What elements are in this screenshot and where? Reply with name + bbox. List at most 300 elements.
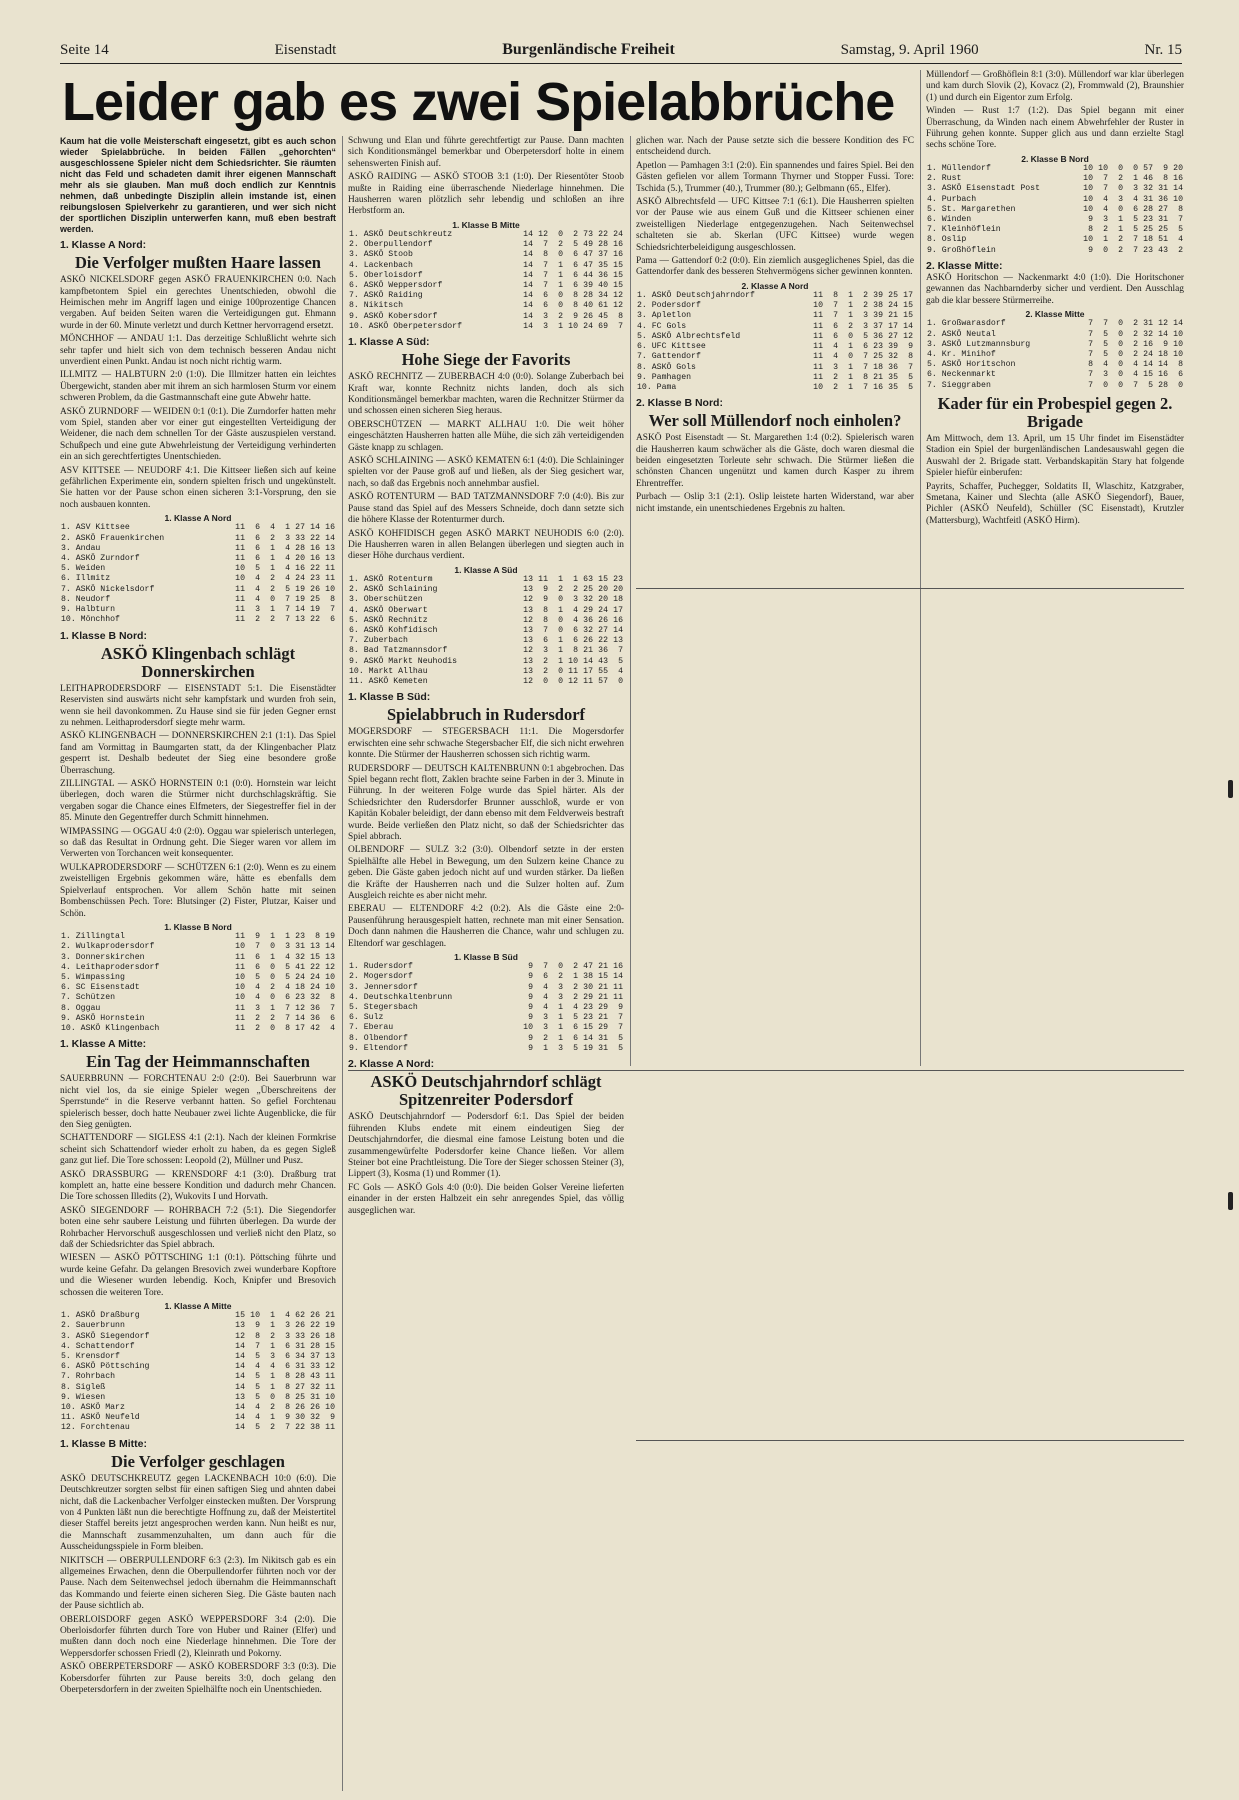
- table-caption: 1. Klasse A Mitte: [164, 1301, 232, 1311]
- stat-cell: 13: [523, 636, 533, 646]
- stat-cell: 4: [285, 952, 290, 962]
- table-row: [348, 575, 624, 585]
- stat-cell: 31: [1158, 184, 1168, 194]
- stat-cell: 4: [255, 1362, 260, 1372]
- stat-cell: 26: [310, 1331, 320, 1341]
- stat-cell: 36: [583, 615, 593, 625]
- team-cell: 10. Mönchhof: [61, 615, 120, 625]
- stat-cell: 6: [543, 301, 548, 311]
- stat-cell: 7: [285, 1003, 290, 1013]
- stat-cell: 26: [295, 1403, 305, 1413]
- stat-cell: 7: [255, 1341, 260, 1351]
- stat-cell: 0: [1118, 329, 1123, 339]
- stat-cell: 6: [255, 554, 260, 564]
- stat-cell: 4: [833, 352, 838, 362]
- stat-cell: 5: [573, 1043, 578, 1053]
- stat-cell: 5: [908, 372, 913, 382]
- stat-cell: 16: [1173, 174, 1183, 184]
- stat-cell: 10: [1083, 164, 1093, 174]
- stat-cell: 22: [295, 1423, 305, 1433]
- stat-cell: 13: [613, 636, 623, 646]
- stat-cell: 36: [310, 1003, 320, 1013]
- stat-cell: 18: [873, 362, 883, 372]
- stat-cell: 51: [1158, 235, 1168, 245]
- stat-cell: 0: [1118, 370, 1123, 380]
- table-row: [60, 1383, 336, 1393]
- stat-cell: 19: [295, 594, 305, 604]
- table-row: [60, 564, 336, 574]
- stat-cell: 10: [325, 584, 335, 594]
- stat-cell: 0: [1118, 380, 1123, 390]
- table-row: [926, 340, 1184, 350]
- stat-cell: 31: [598, 1033, 608, 1043]
- stat-cell: 24: [598, 605, 608, 615]
- stat-cell: 69: [598, 321, 608, 331]
- stat-cell: 7: [618, 321, 623, 331]
- table-row: [60, 1372, 336, 1382]
- stat-cell: 42: [310, 1023, 320, 1033]
- stat-cell: 14: [523, 311, 533, 321]
- stat-cell: 36: [873, 331, 883, 341]
- stat-cell: 24: [310, 972, 320, 982]
- stat-cell: 5: [618, 656, 623, 666]
- team-cell: 5. ASKÖ Horitschon: [927, 360, 1016, 370]
- stat-cell: 5: [863, 331, 868, 341]
- stat-cell: 4: [255, 993, 260, 1003]
- stat-cell: 8: [285, 1403, 290, 1413]
- stat-cell: 11: [813, 321, 823, 331]
- stat-cell: 6: [255, 962, 260, 972]
- stat-cell: 2: [1133, 339, 1138, 349]
- stat-cell: 0: [558, 595, 563, 605]
- stat-cell: 5: [285, 972, 290, 982]
- stat-cell: 0: [270, 1023, 275, 1033]
- stat-cell: 2: [1118, 235, 1123, 245]
- stat-cell: 21: [873, 372, 883, 382]
- stat-cell: 16: [613, 615, 623, 625]
- stat-cell: 31: [295, 942, 305, 952]
- stat-cell: 15: [583, 1023, 593, 1033]
- stat-cell: 0: [1118, 349, 1123, 359]
- article-paragraph: ASKÖ Albrechtsfeld — UFC Kittsee 7:1 (6:1). Die Hausherren spielten vor der Pause wie aus einem Guß und die Kittseer schienen einer zweistelligen Niederlage entgegenzugehen. Nach Seitenwechsel schalteten sie ab. Skerlan (UFC Kittsee) wurde wegen Schiedsrichterbeleidigung ausgeschlossen.: [636, 197, 914, 253]
- stat-cell: 10: [1083, 235, 1093, 245]
- stat-cell: 8: [330, 993, 335, 1003]
- table-row: [926, 205, 1184, 215]
- stat-cell: 16: [873, 382, 883, 392]
- stat-cell: 24: [310, 983, 320, 993]
- table-row: [60, 554, 336, 564]
- stat-cell: 4: [285, 554, 290, 564]
- stat-cell: 9: [528, 962, 533, 972]
- stat-cell: 12: [1158, 319, 1168, 329]
- stat-cell: 11: [235, 523, 245, 533]
- stat-cell: 0: [848, 352, 853, 362]
- stat-cell: 11: [235, 615, 245, 625]
- stat-cell: 10: [325, 983, 335, 993]
- stat-cell: 4: [543, 1003, 548, 1013]
- stat-cell: 38: [310, 1423, 320, 1433]
- stat-cell: 25: [295, 1392, 305, 1402]
- stat-cell: 8: [285, 1382, 290, 1392]
- table-row: [60, 973, 336, 983]
- stat-cell: 28: [583, 291, 593, 301]
- stat-cell: 43: [598, 656, 608, 666]
- stat-cell: 7: [1133, 380, 1138, 390]
- team-cell: 4. Schattendorf: [61, 1341, 135, 1351]
- stat-cell: 38: [583, 972, 593, 982]
- table-row: [926, 235, 1184, 245]
- stat-cell: 19: [325, 1321, 335, 1331]
- stat-cell: 6: [833, 331, 838, 341]
- stat-cell: 6: [573, 636, 578, 646]
- stat-cell: 1: [558, 260, 563, 270]
- table-row: [60, 953, 336, 963]
- stat-cell: 11: [813, 362, 823, 372]
- stat-cell: 4: [270, 1362, 275, 1372]
- table-row: [60, 1393, 336, 1403]
- table-row: [348, 972, 624, 982]
- team-cell: 5. ASKÖ Albrechtsfeld: [637, 331, 741, 341]
- stat-cell: 35: [888, 372, 898, 382]
- stat-cell: 23: [583, 1013, 593, 1023]
- stat-cell: 10: [325, 1403, 335, 1413]
- stat-cell: 25: [873, 352, 883, 362]
- stat-cell: 6: [330, 615, 335, 625]
- stat-cell: 5: [573, 1013, 578, 1023]
- table-row: [348, 657, 624, 667]
- stat-cell: 8: [908, 352, 913, 362]
- stat-cell: 32: [310, 1413, 320, 1423]
- stat-cell: 5: [255, 1372, 260, 1382]
- stat-cell: 6: [573, 625, 578, 635]
- stat-cell: 9: [528, 1033, 533, 1043]
- stat-cell: 9: [908, 342, 913, 352]
- column-3-top: [636, 136, 914, 586]
- section-label: 2. Klasse Mitte:: [926, 259, 1003, 272]
- stat-cell: 8: [833, 291, 838, 301]
- stat-cell: 30: [295, 1413, 305, 1423]
- stat-cell: 9: [255, 1321, 260, 1331]
- stat-cell: 47: [583, 260, 593, 270]
- team-cell: 7. Rohrbach: [61, 1372, 116, 1382]
- stat-cell: 7: [1088, 319, 1093, 329]
- stat-cell: 9: [1088, 245, 1093, 255]
- stat-cell: 6: [543, 291, 548, 301]
- stat-cell: 14: [1158, 329, 1168, 339]
- stat-cell: 5: [1178, 225, 1183, 235]
- stat-cell: 17: [295, 1023, 305, 1033]
- stat-cell: 4: [285, 983, 290, 993]
- article-paragraph: Am Mittwoch, dem 13. April, um 15 Uhr findet im Eisenstädter Stadion ein Spiel der burgenländischen Landesauswahl gegen die Auswahl der 2. Brigade statt. Verbandskapitän Stary hat folgende Spieler hiefür einberufen:: [926, 434, 1184, 479]
- stat-cell: 9: [543, 585, 548, 595]
- stat-cell: 26: [310, 1403, 320, 1413]
- stat-cell: 22: [310, 962, 320, 972]
- stat-cell: 8: [330, 594, 335, 604]
- stat-cell: 23: [613, 574, 623, 584]
- table-row: [60, 605, 336, 615]
- stat-cell: 20: [598, 595, 608, 605]
- stat-cell: 6: [285, 1341, 290, 1351]
- stat-cell: 29: [583, 605, 593, 615]
- article-paragraph: Payrits, Schaffer, Puchegger, Soldatits II, Wlaschitz, Katzgraber, Smetana, Kainer und Slechta (alle ASKÖ Siegendorf), Bauer, Pichler (ASKÖ Neufeld), Schüller (SC Eisenstadt), Krutzler (Mattersburg), Wachtfeitl (ASKÖ Hirm).: [926, 481, 1184, 526]
- stat-cell: 16: [1158, 370, 1168, 380]
- stat-cell: 26: [598, 615, 608, 625]
- stat-cell: 13: [523, 585, 533, 595]
- article-paragraph: ASKÖ Deutschjahrndorf — Podersdorf 6:1. Das Spiel der beiden führenden Klubs endete mit einem eindeutigen Sieg der Deutschjahrndorfer, die diesmal eine famose Leistung boten und die zusammengewürfelte Podersdorfer keine Chance ließen. Vor allem Steiner bot eine Prachtleistung. Die Tore der Sieger schossen Steiner (3), Lippert (3), Kosma (1) und Rommer (1).: [348, 1112, 624, 1180]
- stat-cell: 23: [310, 574, 320, 584]
- stat-cell: 29: [583, 992, 593, 1002]
- stat-cell: 43: [310, 1372, 320, 1382]
- stat-cell: 6: [573, 260, 578, 270]
- stat-cell: 11: [235, 543, 245, 553]
- team-cell: 4. Kr. Minihof: [927, 349, 996, 359]
- stat-cell: 26: [310, 584, 320, 594]
- stat-cell: 13: [523, 574, 533, 584]
- article-paragraph: MÖNCHHOF — ANDAU 1:1. Das derzeitige Schlußlicht wehrte sich sehr tapfer und hielt sich von dem technisch besseren Andau nicht unverdient einen Punkt. Andau ist noch nicht richtig warm.: [60, 334, 336, 367]
- stat-cell: 6: [573, 1033, 578, 1043]
- stat-cell: 17: [888, 321, 898, 331]
- standings-table: [926, 309, 1184, 391]
- stat-cell: 0: [1118, 319, 1123, 329]
- stat-cell: 3: [270, 1352, 275, 1362]
- stat-cell: 11: [235, 1013, 245, 1023]
- table-row: [348, 301, 624, 311]
- article-paragraph: WIESEN — ASKÖ PÖTTSCHING 1:1 (0:1). Pöttsching führte und wurde keine Gefahr. Da gelangen Bresovich zwei wunderbare Kopftore und die Wiesener wurden lebendig. Koch, Knipfer und Bresovich schossen die weiteren Tore.: [60, 1253, 336, 1298]
- punch-mark-icon: [1228, 1192, 1233, 1210]
- team-cell: 2. Oberpullendorf: [349, 240, 433, 250]
- stat-cell: 16: [613, 250, 623, 260]
- stat-cell: 14: [235, 1362, 245, 1372]
- stat-cell: 45: [598, 311, 608, 321]
- stat-cell: 7: [1088, 329, 1093, 339]
- stat-cell: 13: [235, 1321, 245, 1331]
- section-label: 1. Klasse A Mitte:: [60, 1038, 147, 1051]
- stat-cell: 1: [1118, 215, 1123, 225]
- vorbestraft-col-1: [636, 1494, 908, 1796]
- stat-cell: 10: [235, 574, 245, 584]
- table-row: [348, 677, 624, 687]
- stat-cell: 8: [1088, 225, 1093, 235]
- stat-cell: 0: [558, 250, 563, 260]
- stat-cell: 11: [235, 594, 245, 604]
- stat-cell: 7: [833, 311, 838, 321]
- stat-cell: 14: [523, 301, 533, 311]
- table-caption: 1. Klasse B Süd: [454, 952, 518, 963]
- table-row: [60, 1014, 336, 1024]
- standings-table: [60, 513, 336, 625]
- stat-cell: 3: [543, 321, 548, 331]
- team-cell: 4. ASKÖ Oberwart: [349, 605, 428, 615]
- stat-cell: 18: [1158, 349, 1168, 359]
- team-cell: 10. ASKÖ Marz: [61, 1403, 125, 1413]
- stat-cell: 2: [833, 372, 838, 382]
- stat-cell: 17: [583, 666, 593, 676]
- stat-cell: 31: [295, 1362, 305, 1372]
- stat-cell: 36: [598, 646, 608, 656]
- table-row: [348, 636, 624, 646]
- stat-cell: 0: [543, 676, 548, 686]
- stat-cell: 6: [1133, 204, 1138, 214]
- stat-cell: 22: [310, 1321, 320, 1331]
- stat-cell: 21: [325, 1311, 335, 1321]
- stat-cell: 14: [613, 625, 623, 635]
- stat-cell: 7: [543, 625, 548, 635]
- stat-cell: 4: [833, 342, 838, 352]
- stat-cell: 9: [1088, 215, 1093, 225]
- stat-cell: 1: [558, 1003, 563, 1013]
- stat-cell: 36: [888, 362, 898, 372]
- stat-cell: 4: [1133, 370, 1138, 380]
- standings-table: [60, 1301, 336, 1434]
- article-heading: Die Verfolger mußten Haare lassen: [75, 253, 321, 272]
- section-label: 1. Klasse B Mitte:: [60, 1437, 147, 1450]
- team-cell: 7. ASKÖ Nickelsdorf: [61, 584, 155, 594]
- table-row: [348, 1013, 624, 1023]
- team-cell: 8. Oggau: [61, 1003, 101, 1013]
- stat-cell: 21: [598, 982, 608, 992]
- table-row: [348, 291, 624, 301]
- team-cell: 9. Eltendorf: [349, 1043, 408, 1053]
- stat-cell: 27: [888, 331, 898, 341]
- stat-cell: 2: [848, 321, 853, 331]
- team-cell: 7. Kleinhöflein: [927, 225, 1001, 235]
- team-cell: 11. ASKÖ Neufeld: [61, 1413, 140, 1423]
- stat-cell: 4: [1103, 360, 1108, 370]
- team-cell: 2. Rust: [927, 174, 962, 184]
- stat-cell: 1: [285, 932, 290, 942]
- stat-cell: 2: [573, 585, 578, 595]
- stat-cell: 0: [270, 962, 275, 972]
- team-cell: 1. ASKÖ Deutschjahrndorf: [637, 291, 755, 301]
- article-paragraph: ASKÖ RECHNITZ — ZUBERBACH 4:0 (0:0). Solange Zuberbach bei Kraft war, konnte Rechnitz nichts landen, doch als sich Konditionsmängel bemerkbar machten, waren die Rechnitzer Stürmer da und schossen einen sicheren Sieg heraus.: [348, 372, 624, 417]
- stat-cell: 9: [1163, 339, 1168, 349]
- stat-cell: 10: [813, 382, 823, 392]
- stat-cell: 36: [310, 1013, 320, 1023]
- team-cell: 1. ASKÖ Rotenturm: [349, 574, 433, 584]
- stat-cell: 3: [558, 1043, 563, 1053]
- stat-cell: 11: [568, 666, 578, 676]
- stat-cell: 17: [613, 605, 623, 615]
- stat-cell: 1: [270, 952, 275, 962]
- stat-cell: 2: [558, 585, 563, 595]
- stat-cell: 5: [1103, 339, 1108, 349]
- team-cell: 8. Olbendorf: [349, 1033, 408, 1043]
- stat-cell: 10: [1083, 184, 1093, 194]
- article-paragraph: ASKÖ NICKELSDORF gegen ASKÖ FRAUENKIRCHEN 0:0. Nach kampfbetontem Spiel ein gerechtes Unentschieden, obwohl die Heimischen mehr im Angriff lagen und einige 100prozentige Chancen vergaben. Auf beiden Seiten waren die Verteidigungen gut. Ehmann wurde in der 60. Minute verletzt und durch Kettner hervorragend ersetzt.: [60, 275, 336, 331]
- stat-cell: 25: [310, 594, 320, 604]
- stat-cell: 0: [1118, 339, 1123, 349]
- stat-cell: 1: [558, 281, 563, 291]
- stat-cell: 28: [598, 240, 608, 250]
- team-cell: 9. Pamhagen: [637, 372, 692, 382]
- stat-cell: 14: [1143, 360, 1153, 370]
- stat-cell: 31: [295, 1341, 305, 1351]
- stat-cell: 63: [583, 574, 593, 584]
- stat-cell: 3: [285, 533, 290, 543]
- standings-table: [348, 220, 624, 332]
- table-row: [60, 942, 336, 952]
- stat-cell: 8: [543, 615, 548, 625]
- stat-cell: 22: [310, 564, 320, 574]
- stat-cell: 0: [558, 291, 563, 301]
- table-row: [60, 1362, 336, 1372]
- stat-cell: 0: [270, 1392, 275, 1402]
- stat-cell: 5: [285, 584, 290, 594]
- table-row: [60, 1352, 336, 1362]
- team-cell: 1. Rudersdorf: [349, 962, 413, 972]
- stat-cell: 11: [235, 952, 245, 962]
- stat-cell: 14: [235, 1352, 245, 1362]
- stat-cell: 11: [235, 1023, 245, 1033]
- stat-cell: 1: [558, 636, 563, 646]
- stat-cell: 0: [558, 230, 563, 240]
- article-paragraph: Winden — Rust 1:7 (1:2). Das Spiel begann mit einer Überraschung, da Winden nach einem Abwehrfehler der Ruster in Führung gehen konnte. Supper glich aus und dann erzielte Stagl sechs schöne Tore.: [926, 106, 1184, 151]
- stat-cell: 27: [1158, 204, 1168, 214]
- table-caption: 1. Klasse A Süd: [454, 564, 518, 575]
- team-cell: 5. Oberloisdorf: [349, 270, 423, 280]
- stat-cell: 14: [235, 1403, 245, 1413]
- vorschau-title: [760, 592, 1060, 634]
- stat-cell: 0: [270, 942, 275, 952]
- stat-cell: 32: [583, 595, 593, 605]
- stat-cell: 31: [1143, 319, 1153, 329]
- stat-cell: 27: [598, 625, 608, 635]
- standings-table: [926, 154, 1184, 256]
- stat-cell: 5: [255, 564, 260, 574]
- stat-cell: 0: [270, 993, 275, 1003]
- section-rule: [636, 1440, 1184, 1441]
- stat-cell: 2: [543, 1033, 548, 1043]
- stat-cell: 14: [583, 656, 593, 666]
- stat-cell: 5: [1133, 225, 1138, 235]
- stat-cell: 3: [833, 362, 838, 372]
- stat-cell: 4: [285, 574, 290, 584]
- stat-cell: 11: [325, 574, 335, 584]
- stat-cell: 33: [295, 533, 305, 543]
- stat-cell: 5: [1133, 215, 1138, 225]
- team-cell: 5. Krensdorf: [61, 1352, 120, 1362]
- stat-cell: 21: [598, 992, 608, 1002]
- stat-cell: 8: [1178, 204, 1183, 214]
- stat-cell: 16: [325, 523, 335, 533]
- article-heading: ASKÖ Klingenbach schlägt Donnerskirchen: [100, 643, 296, 681]
- stat-cell: 34: [598, 291, 608, 301]
- stat-cell: 29: [598, 1023, 608, 1033]
- stat-cell: 20: [598, 585, 608, 595]
- stat-cell: 2: [270, 533, 275, 543]
- stat-cell: 1: [558, 321, 563, 331]
- stat-cell: 0: [1118, 164, 1123, 174]
- stat-cell: 5: [1148, 380, 1153, 390]
- newspaper-name: Burgenländische Freiheit: [502, 41, 675, 58]
- stat-cell: 4: [1103, 204, 1108, 214]
- column-rule: [630, 136, 631, 1066]
- article-paragraph: OBERSCHÜTZEN — MARKT ALLHAU 1:0. Die weit höher eingeschätzten Hausherren hatten alle Mühe, die sich zäh verteidigenden Gäste knapp zu schlagen.: [348, 419, 624, 453]
- stat-cell: 7: [1088, 339, 1093, 349]
- stat-cell: 15: [1143, 370, 1153, 380]
- stat-cell: 32: [1143, 184, 1153, 194]
- stat-cell: 23: [295, 932, 305, 942]
- stat-cell: 8: [285, 1372, 290, 1382]
- stat-cell: 3: [1118, 194, 1123, 204]
- stat-cell: 14: [1173, 184, 1183, 194]
- article-paragraph: SCHATTENDORF — SIGLESS 4:1 (2:1). Nach der kleinen Formkrise scheint sich Schattendorf wieder erholt zu haben, da es gegen Sigleß ganz gut lief. Die Tore schossen: Leopold (2), Müllner und Pusz.: [60, 1133, 336, 1167]
- team-cell: 3. Andau: [61, 543, 101, 553]
- stat-cell: 15: [598, 574, 608, 584]
- table-row: [348, 1023, 624, 1033]
- stat-cell: 3: [573, 595, 578, 605]
- team-cell: 4. FC Gols: [637, 321, 687, 331]
